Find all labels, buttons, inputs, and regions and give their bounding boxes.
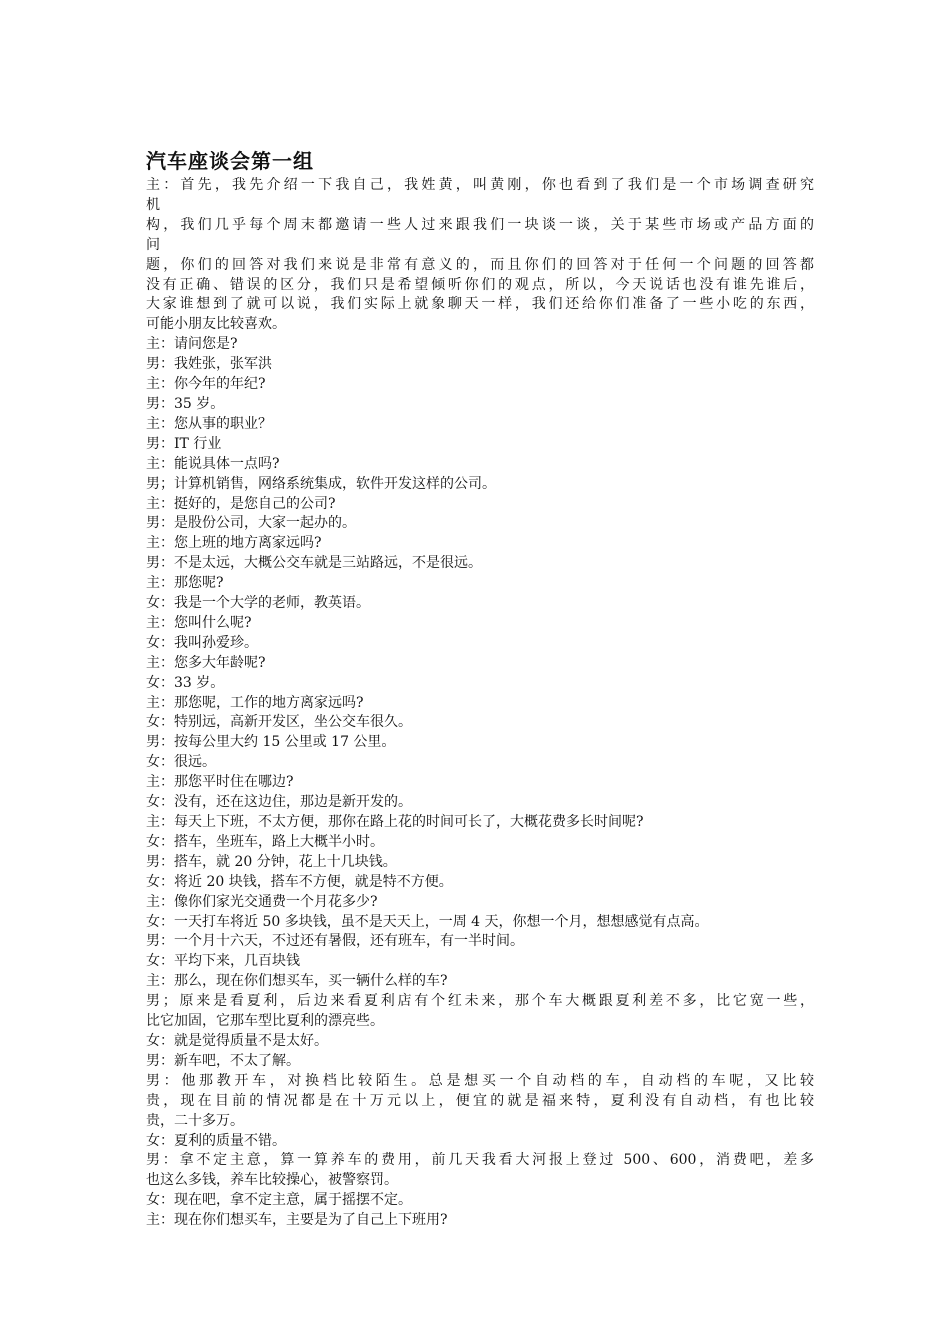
transcript-line: 主：现在你们想买车，主要是为了自己上下班用? [146,1212,448,1229]
transcript-line: 女：夏利的质量不错。 [146,1132,286,1149]
transcript-line: 主：你今年的年纪? [146,376,266,393]
transcript-line: 男：我姓张，张军洪 [146,356,272,373]
transcript-line: 主：您从事的职业？ [146,415,272,432]
transcript-line: 主：首先，我先介绍一下我自己，我姓黄，叫黄刚，你也看到了我们是一个市场调查研究 [146,177,814,193]
document-page [146,146,814,1231]
transcript-line: 男：一个月十六天，不过还有暑假，还有班车，有一半时间。 [146,933,524,950]
transcript-line: 男；原来是看夏利，后边来看夏利店有个红未来，那个车大概跟夏利差不多，比它宽一些， [146,993,814,1010]
transcript-line: 男：IT 行业 [146,435,222,452]
transcript-line: 主：请问您是? [146,336,238,353]
transcript-line: 女：很远。 [146,754,216,771]
transcript-line: 男：是股份公司，大家一起办的。 [146,515,356,532]
transcript-line: 女：我叫孙爱珍。 [146,634,258,651]
transcript-line: 比它加固，它那车型比夏利的漂亮些。 [146,1013,384,1030]
transcript-line: 题，你们的回答对我们来说是非常有意义的，而且你们的回答对于任何一个问题的回答都 [146,256,814,273]
transcript-line: 男：搭车，就 20 分钟，花上十几块钱。 [146,853,397,870]
transcript-line: 女：33 岁。 [146,674,225,691]
transcript-line: 女：没有，还在这边住，那边是新开发的。 [146,794,412,811]
transcript-line: 女：平均下来，几百块钱 [146,953,300,970]
transcript-body [146,176,814,1231]
transcript-line: 女：一天打车将近 50 多块钱，虽不是天天上，一周 4 天，你想一个月，想想感觉有点高。 [146,913,709,930]
transcript-line: 女：就是觉得质量不是太好。 [146,1032,328,1049]
transcript-line: 主：挺好的，是您自己的公司? [146,495,336,512]
transcript-line: 可能小朋友比较喜欢。 [146,316,286,333]
transcript-line: 主：那您呢，工作的地方离家远吗? [146,694,364,711]
document-title: 汽车座谈会第一组 [146,149,314,173]
transcript-line: 也这么多钱，养车比较操心，被警察罚。 [146,1172,398,1189]
transcript-line: 主：您叫什么呢? [146,614,252,631]
transcript-line: 主：那么，现在你们想买车，买一辆什么样的车? [146,973,448,990]
transcript-line: 主：那您呢? [146,575,224,592]
transcript-line: 男：35 岁。 [146,395,225,412]
transcript-line: 贵，二十多万。 [146,1112,244,1129]
transcript-line: 女：特别远，高新开发区，坐公交车很久。 [146,714,412,731]
transcript-line: 男：新车吧，不太了解。 [146,1052,300,1069]
transcript-line: 机 [146,196,160,213]
transcript-line: 男：按每公里大约 15 公里或 17 公里。 [146,734,396,751]
transcript-line: 没有正确、错误的区分，我们只是希望倾听你们的观点，所以，今天说话也没有谁先谁后， [146,276,814,293]
transcript-line: 贵，现在目前的情况都是在十万元以上，便宜的就是福来特，夏利没有自动档，有也比较 [146,1092,814,1109]
transcript-line: 大家谁想到了就可以说，我们实际上就象聊天一样，我们还给你们准备了一些小吃的东西， [146,296,814,313]
transcript-line: 问 [146,236,160,253]
transcript-line: 男；计算机销售，网络系统集成，软件开发这样的公司。 [146,475,496,492]
transcript-line: 主：每天上下班，不太方便，那你在路上花的时间可长了，大概花费多长时间呢? [146,814,644,830]
transcript-line: 主：那您平时住在哪边? [146,774,294,791]
transcript-line: 女：现在吧，拿不定主意，属于摇摆不定。 [146,1192,412,1209]
transcript-line: 女：将近 20 块钱，搭车不方便，就是特不方便。 [146,873,453,890]
transcript-line: 女：搭车，坐班车，路上大概半小时。 [146,833,384,850]
transcript-line: 主：您多大年龄呢? [146,654,266,671]
transcript-line: 构，我们几乎每个周末都邀请一些人过来跟我们一块谈一谈，关于某些市场或产品方面的 [146,216,814,233]
transcript-line: 主：能说具体一点吗? [146,455,280,472]
transcript-line: 主：您上班的地方离家远吗? [146,535,322,552]
transcript-line: 男：他那教开车，对换档比较陌生。总是想买一个自动档的车，自动档的车呢，又比较 [146,1072,814,1089]
transcript-line: 主：像你们家光交通费一个月花多少? [146,893,378,910]
transcript-line: 男：不是太远，大概公交车就是三站路远，不是很远。 [146,555,482,572]
transcript-line: 男：拿不定主意，算一算养车的费用，前几天我看大河报上登过 500、600，消费吧，差多 [146,1152,814,1169]
transcript-line: 女：我是一个大学的老师，教英语。 [146,595,370,612]
